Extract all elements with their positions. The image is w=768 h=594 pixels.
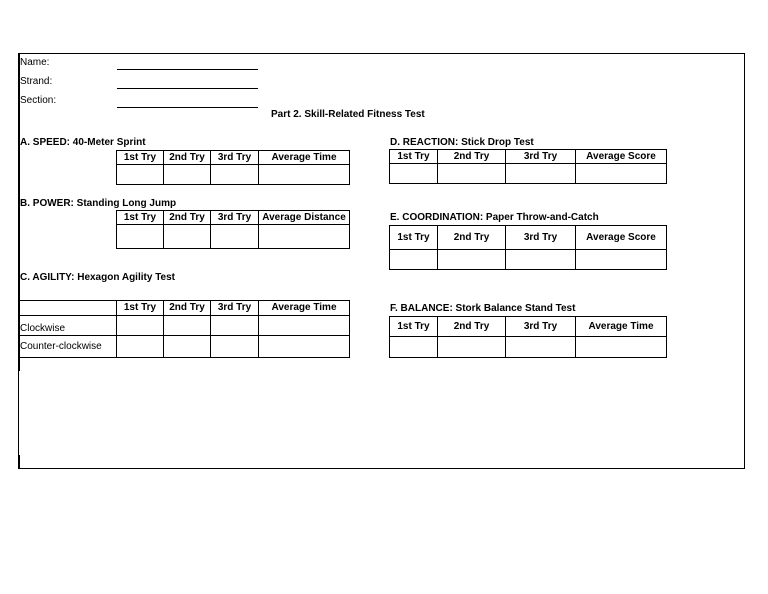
entry-cell[interactable] — [506, 337, 576, 358]
table-row — [117, 225, 350, 249]
balance-heading: F. BALANCE: Stork Balance Stand Test — [390, 303, 576, 314]
header-1st-try: 1st Try — [117, 151, 164, 165]
header-2nd-try: 2nd Try — [438, 317, 506, 337]
header-2nd-try: 2nd Try — [164, 211, 211, 225]
entry-cell[interactable] — [164, 165, 211, 185]
header-2nd-try: 2nd Try — [438, 226, 506, 250]
entry-cell[interactable] — [211, 316, 259, 336]
entry-cell[interactable] — [390, 250, 438, 270]
table-header-row — [390, 317, 667, 337]
header-1st-try: 1st Try — [117, 301, 164, 316]
name-field[interactable] — [117, 69, 258, 70]
header-1st-try: 1st Try — [390, 150, 438, 164]
header-1st-try: 1st Try — [390, 317, 438, 337]
entry-cell[interactable] — [117, 225, 164, 249]
entry-cell[interactable] — [438, 337, 506, 358]
entry-cell[interactable] — [438, 164, 506, 184]
table-header-row — [117, 211, 350, 225]
coordination-heading: E. COORDINATION: Paper Throw-and-Catch — [390, 212, 599, 223]
table-row — [390, 337, 667, 358]
header-3rd-try: 3rd Try — [211, 151, 259, 165]
entry-cell[interactable] — [117, 336, 164, 358]
table-row — [390, 250, 667, 270]
header-average: Average Score — [576, 226, 667, 250]
header-average: Average Score — [576, 150, 667, 164]
power-table — [116, 210, 350, 249]
entry-cell[interactable] — [117, 316, 164, 336]
speed-table — [116, 150, 350, 185]
entry-cell[interactable] — [506, 250, 576, 270]
table-header-row — [117, 151, 350, 165]
header-average: Average Time — [259, 301, 350, 316]
speed-heading: A. SPEED: 40-Meter Sprint — [20, 137, 146, 148]
header-average: Average Time — [576, 317, 667, 337]
row-label-clockwise: Clockwise — [19, 316, 117, 336]
entry-cell[interactable] — [576, 250, 667, 270]
header-1st-try: 1st Try — [117, 211, 164, 225]
entry-cell[interactable] — [390, 164, 438, 184]
coordination-table — [389, 225, 667, 270]
agility-heading: C. AGILITY: Hexagon Agility Test — [20, 272, 176, 283]
section-field[interactable] — [117, 107, 258, 108]
reaction-table — [389, 149, 667, 184]
header-average: Average Distance — [259, 211, 350, 225]
entry-cell[interactable] — [259, 336, 350, 358]
blank-corner-cell — [19, 301, 117, 316]
header-3rd-try: 3rd Try — [211, 211, 259, 225]
table-row — [390, 164, 667, 184]
entry-cell[interactable] — [164, 316, 211, 336]
entry-cell[interactable] — [506, 164, 576, 184]
name-label: Name: — [20, 57, 50, 68]
table-row — [19, 336, 350, 358]
entry-cell[interactable] — [259, 225, 350, 249]
power-heading: B. POWER: Standing Long Jump — [20, 198, 177, 209]
table-row — [19, 316, 350, 336]
entry-cell[interactable] — [117, 165, 164, 185]
strand-label: Strand: — [20, 76, 53, 87]
left-border-mark-lower — [18, 455, 20, 469]
agility-table — [18, 300, 350, 358]
header-2nd-try: 2nd Try — [164, 151, 211, 165]
header-3rd-try: 3rd Try — [211, 301, 259, 316]
entry-cell[interactable] — [576, 337, 667, 358]
header-1st-try: 1st Try — [390, 226, 438, 250]
header-3rd-try: 3rd Try — [506, 150, 576, 164]
table-header-row — [390, 150, 667, 164]
table-header-row — [19, 301, 350, 316]
entry-cell[interactable] — [438, 250, 506, 270]
table-header-row — [390, 226, 667, 250]
header-average: Average Time — [259, 151, 350, 165]
entry-cell[interactable] — [259, 165, 350, 185]
reaction-heading: D. REACTION: Stick Drop Test — [390, 137, 534, 148]
table-row — [117, 165, 350, 185]
entry-cell[interactable] — [390, 337, 438, 358]
strand-field[interactable] — [117, 88, 258, 89]
entry-cell[interactable] — [164, 225, 211, 249]
entry-cell[interactable] — [164, 336, 211, 358]
section-label: Section: — [20, 95, 57, 106]
entry-cell[interactable] — [576, 164, 667, 184]
entry-cell[interactable] — [211, 165, 259, 185]
entry-cell[interactable] — [259, 316, 350, 336]
row-label-counter-clockwise: Counter-clockwise — [19, 336, 117, 358]
header-3rd-try: 3rd Try — [506, 226, 576, 250]
page-title: Part 2. Skill-Related Fitness Test — [271, 109, 425, 120]
entry-cell[interactable] — [211, 336, 259, 358]
balance-table — [389, 316, 667, 358]
header-3rd-try: 3rd Try — [506, 317, 576, 337]
header-2nd-try: 2nd Try — [164, 301, 211, 316]
header-2nd-try: 2nd Try — [438, 150, 506, 164]
entry-cell[interactable] — [211, 225, 259, 249]
